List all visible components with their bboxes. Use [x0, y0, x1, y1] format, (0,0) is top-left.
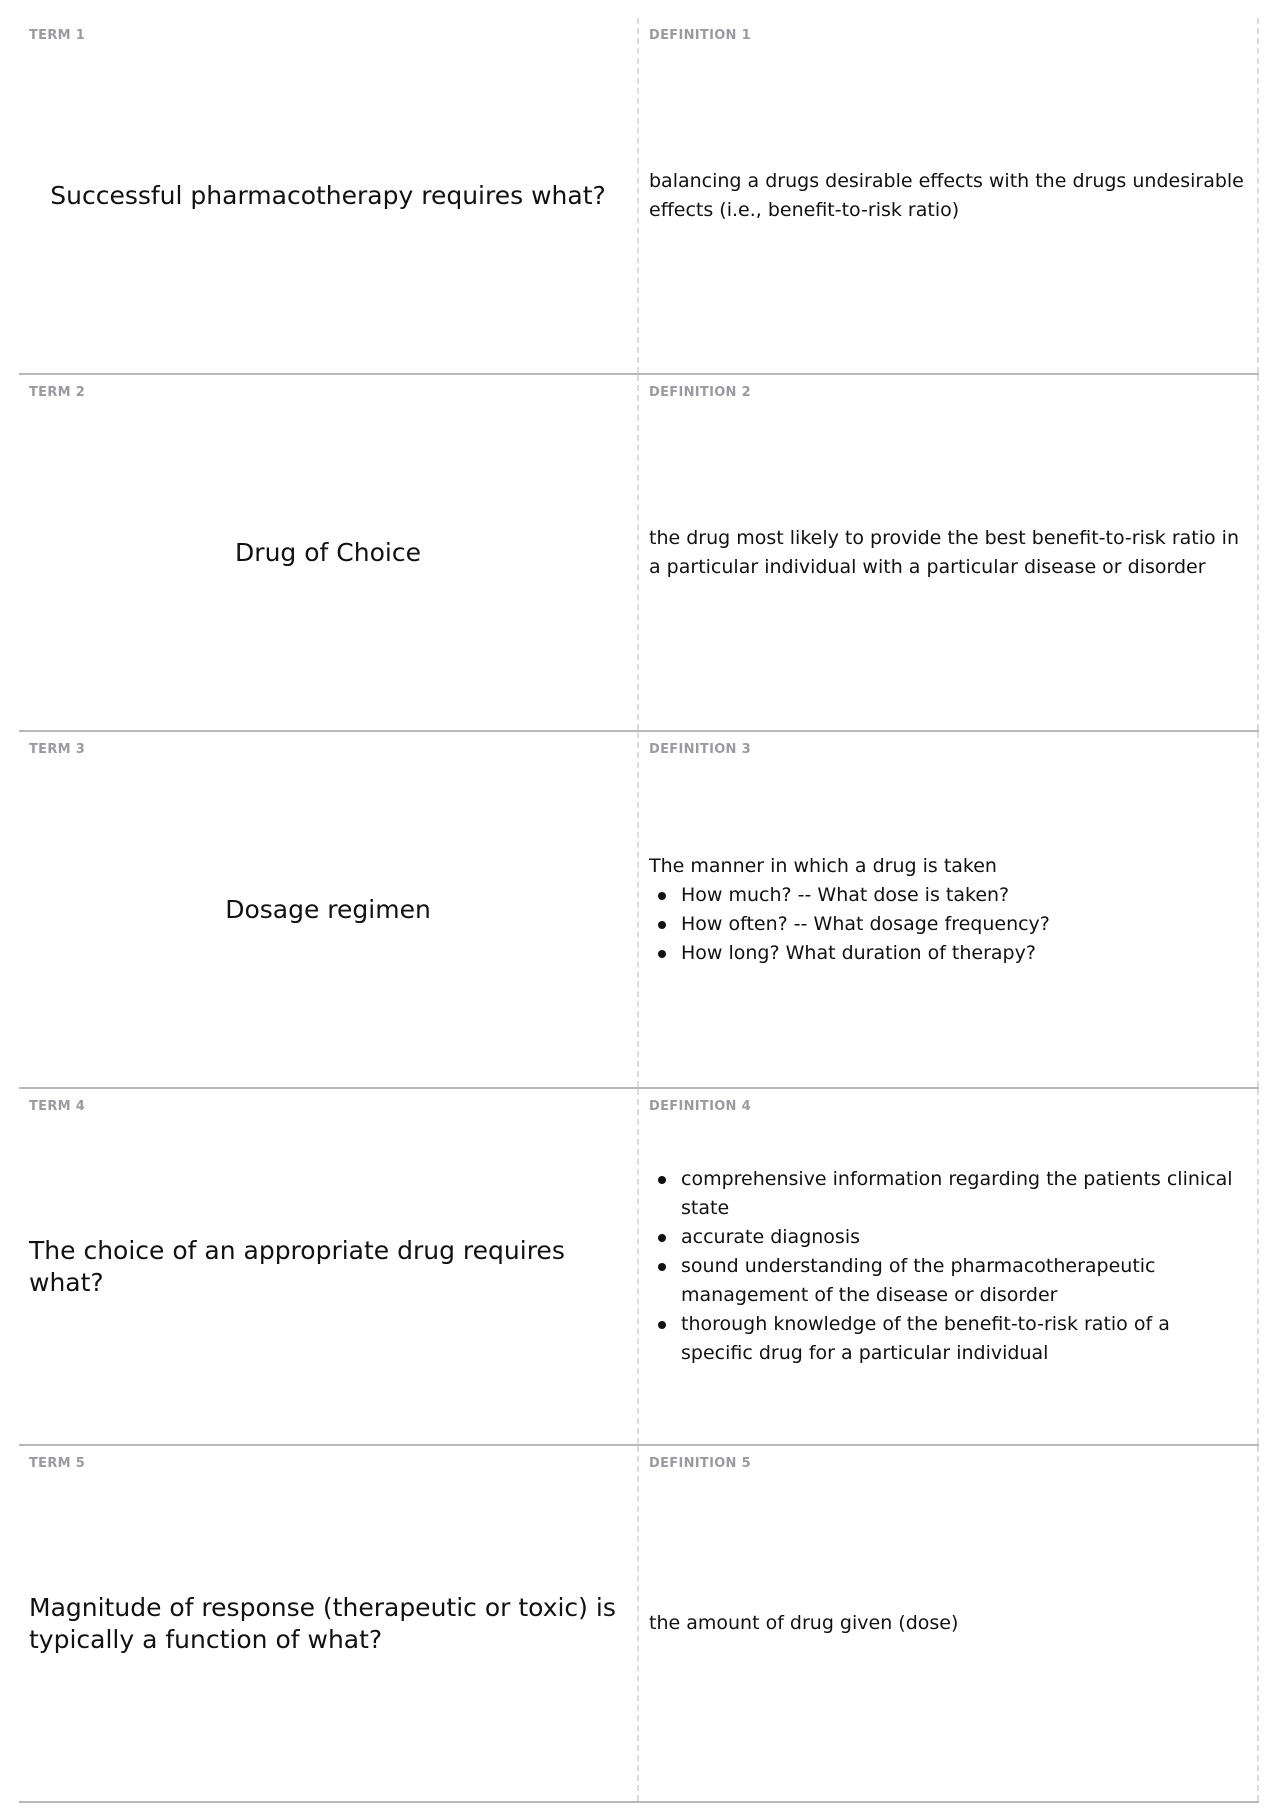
term-text: Magnitude of response (therapeutic or toxic) is typically a function of what?	[29, 1592, 616, 1654]
card-row-5	[19, 1446, 1259, 1803]
definition-body	[649, 1165, 1247, 1368]
flashcard-print-sheet	[19, 18, 1259, 1803]
card-row-3	[19, 732, 1259, 1089]
term-cell-3	[19, 732, 639, 1087]
definition-bullet: How often? -- What dosage frequency?	[681, 910, 1247, 939]
definition-label: DEFINITION 3	[649, 742, 751, 757]
term-cell-4	[19, 1089, 639, 1444]
definition-body	[649, 852, 1247, 968]
definition-label: DEFINITION 5	[649, 1456, 751, 1471]
definition-text: balancing a drugs desirable effects with the drugs undesirable effects (i.e., benefit-to-risk ratio)	[649, 169, 1244, 221]
definition-bullet: How much? -- What dose is taken?	[681, 881, 1247, 910]
term-label: TERM 3	[29, 742, 86, 757]
card-row-2	[19, 375, 1259, 732]
definition-bullet: thorough knowledge of the benefit-to-risk ratio of a specific drug for a particular individual	[681, 1310, 1247, 1368]
definition-cell-3	[639, 732, 1259, 1087]
definition-cell-4	[639, 1089, 1259, 1444]
definition-body	[649, 1609, 1247, 1638]
term-text: Successful pharmacotherapy requires what?	[50, 180, 606, 210]
definition-bullet: comprehensive information regarding the patients clinical state	[681, 1165, 1247, 1223]
card-row-4	[19, 1089, 1259, 1446]
definition-body	[649, 524, 1247, 582]
term-label: TERM 5	[29, 1456, 86, 1471]
definition-bullet-list	[649, 1165, 1247, 1368]
definition-label: DEFINITION 2	[649, 385, 751, 400]
term-text: Drug of Choice	[235, 537, 421, 567]
definition-bullet: How long? What duration of therapy?	[681, 939, 1247, 968]
definition-bullet: accurate diagnosis	[681, 1223, 1247, 1252]
definition-label: DEFINITION 4	[649, 1099, 751, 1114]
term-cell-2	[19, 375, 639, 730]
definition-label: DEFINITION 1	[649, 28, 751, 43]
definition-bullet: sound understanding of the pharmacotherapeutic management of the disease or disorder	[681, 1252, 1247, 1310]
card-row-1	[19, 18, 1259, 375]
term-text: Dosage regimen	[225, 894, 431, 924]
definition-text: The manner in which a drug is taken	[649, 854, 997, 877]
definition-text: the amount of drug given (dose)	[649, 1612, 959, 1634]
term-cell-5	[19, 1446, 639, 1801]
term-label: TERM 1	[29, 28, 86, 43]
definition-bullet-list	[649, 881, 1247, 968]
term-cell-1	[19, 18, 639, 373]
definition-cell-5	[639, 1446, 1259, 1801]
definition-cell-2	[639, 375, 1259, 730]
term-text: The choice of an appropriate drug requires what?	[29, 1235, 565, 1297]
term-label: TERM 2	[29, 385, 86, 400]
term-label: TERM 4	[29, 1099, 86, 1114]
definition-text: the drug most likely to provide the best benefit-to-risk ratio in a particular individual with a particular disease or disorder	[649, 526, 1239, 578]
definition-cell-1	[639, 18, 1259, 373]
definition-body	[649, 167, 1247, 225]
